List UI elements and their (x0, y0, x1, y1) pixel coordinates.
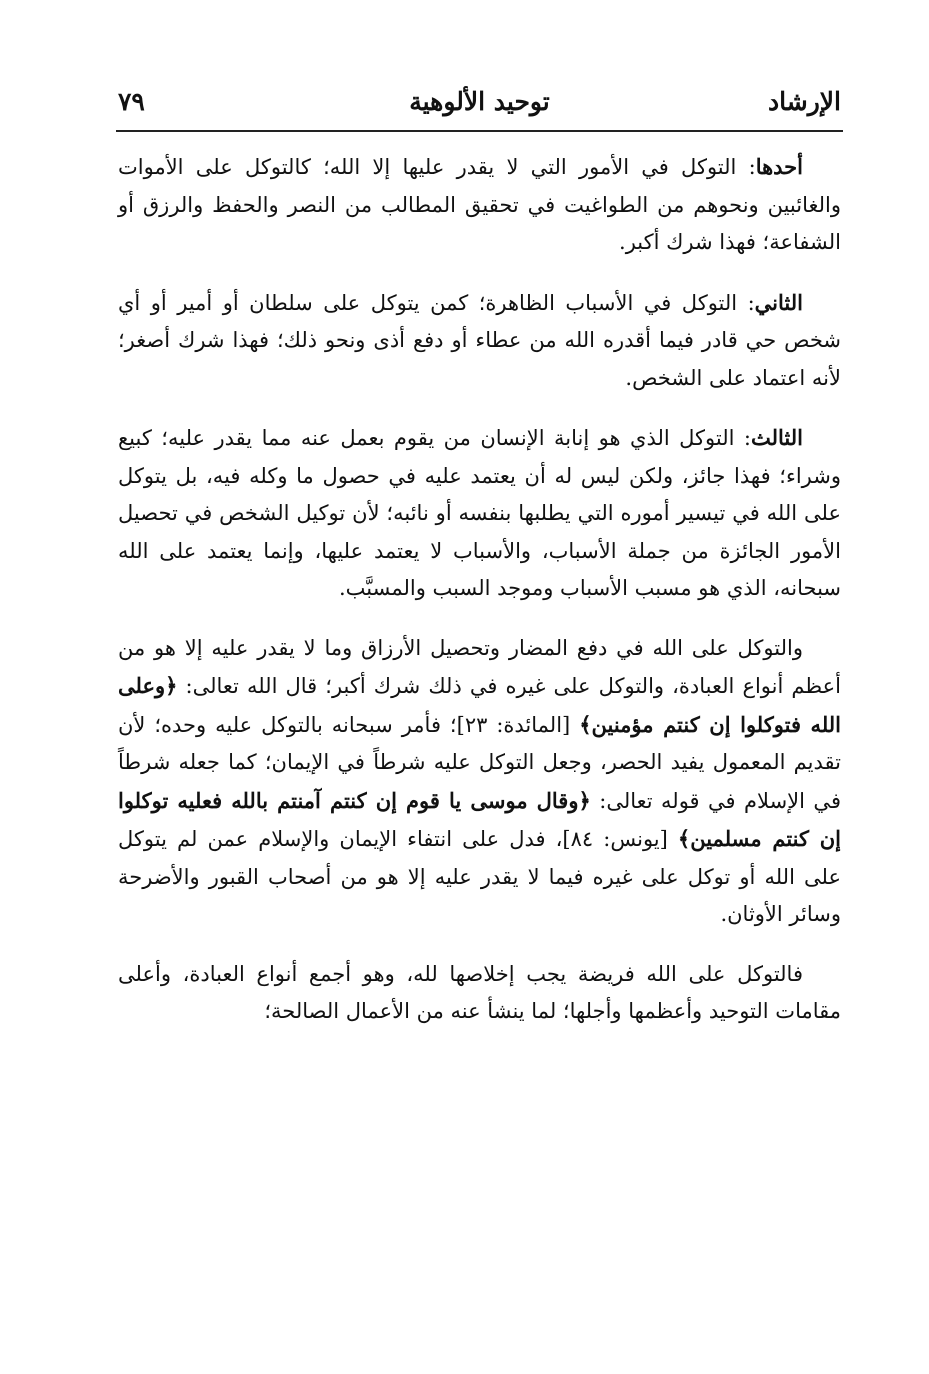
running-header (118, 82, 841, 122)
paragraph-text: [المائدة: ٢٣]؛ فأمر سبحانه بالتوكل عليه وحده؛ لأن تقديم المعمول يفيد الحصر، وجعل التوكل عليه شرطاً في الإيمان؛ كما جعله شرطاً في الإسلام في قوله تعالى: (118, 712, 841, 813)
paragraph-term: الثاني (754, 289, 803, 315)
page-number: ٧٩ (118, 87, 145, 116)
paragraph-term: الثالث (751, 425, 803, 450)
header-divider (116, 130, 843, 132)
paragraph-term: أحدها (755, 154, 803, 179)
quran-verse: ﴿وقال موسى يا قوم إن كنتم آمنتم بالله فعليه توكلوا إن كنتم مسلمين﴾ (118, 787, 841, 851)
paragraph-text: : التوكل الذي هو إنابة الإنسان من يقوم بعمل عنه مما يقدر عليه؛ كبيع وشراء؛ فهذا جائز، ولكن ليس له أن يعتمد عليه في حصول ما وكله فيه، بل يتوكل على الله في تيسير أموره التي يطلبها بنفسه أو نائبه؛ لأن توكيل الشخص في تحصيل الأمور الجائزة من جملة الأسباب، والأسباب لا يعتمد عليها، وإنما يعتمد على الله سبحانه، الذي هو مسبب الأسباب وموجد السبب والمسبَّب. (118, 426, 841, 600)
paragraph-tawakkul-ruling (118, 630, 841, 934)
paragraph-conclusion (118, 956, 841, 1031)
paragraph-first-type (118, 148, 841, 262)
paragraph-text: : التوكل في الأسباب الظاهرة؛ كمن يتوكل على سلطان أو أمير أو أي شخص حي قادر فيما أقدره الله من عطاء أو دفع أذى ونحو ذلك؛ فهذا شرك أصغر؛ لأنه اعتماد على الشخص. (118, 290, 841, 390)
book-title: الإرشاد (768, 87, 841, 116)
chapter-title: توحيد الألوهية (409, 87, 550, 116)
quran-verse: ﴿وعلى الله فتوكلوا إن كنتم مؤمنين﴾ (118, 673, 842, 737)
paragraph-text: فالتوكل على الله فريضة يجب إخلاصها لله، وهو أجمع أنواع العبادة، وأعلى مقامات التوحيد وأعظمها وأجلها؛ لما ينشأ عنه من الأعمال الصالحة؛ (118, 961, 841, 1023)
paragraph-text: [يونس: ٨٤]، فدل على انتفاء الإيمان والإسلام عمن لم يتوكل على الله أو توكل على غيره فيما لا يقدر عليه إلا هو من أصحاب القبور والأضرحة وسائر الأوثان. (118, 827, 841, 926)
paragraph-third-type (118, 419, 841, 608)
paragraph-second-type (118, 284, 841, 398)
page-body (118, 148, 841, 1053)
paragraph-text: : التوكل في الأمور التي لا يقدر عليها إلا الله؛ كالتوكل على الأموات والغائبين ونحوهم من الطواغيت في تحقيق المطالب من النصر والحفظ والرزق أو الشفاعة؛ فهذا شرك أكبر. (118, 155, 841, 254)
paragraph-text: والتوكل على الله في دفع المضار وتحصيل الأرزاق وما لا يقدر عليه إلا هو من أعظم أنواع العبادة، والتوكل على غيره في ذلك شرك أكبر؛ قال الله تعالى: (118, 635, 841, 698)
